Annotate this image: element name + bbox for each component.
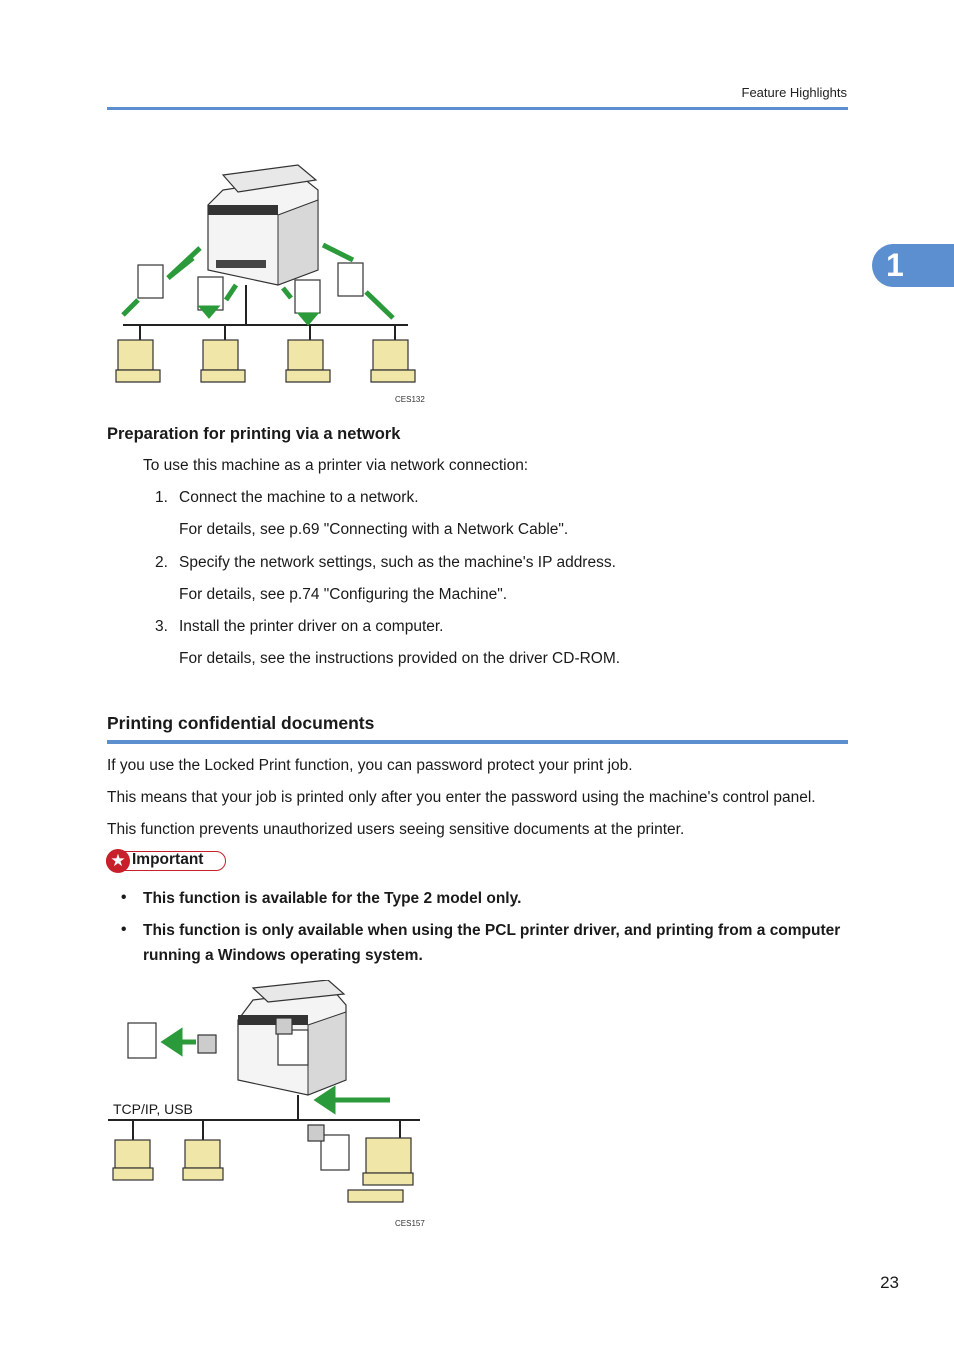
network-label: TCP/IP, USB <box>113 1101 193 1117</box>
step-number: 3. <box>155 618 168 635</box>
important-label: Important <box>132 851 204 868</box>
step-detail: For details, see p.74 "Configuring the Machine". <box>179 586 508 603</box>
prep-heading: Preparation for printing via a network <box>107 425 401 443</box>
step-detail: For details, see p.69 "Connecting with a Network Cable". <box>179 521 569 538</box>
step-number: 1. <box>155 489 168 506</box>
section-rule <box>107 740 848 744</box>
bullet-dot: • <box>121 889 127 906</box>
step-detail: For details, see the instructions provided on the driver CD-ROM. <box>179 650 621 667</box>
star-icon: ★ <box>106 849 130 873</box>
figure-code: CES132 <box>395 395 425 404</box>
paragraph: This means that your job is printed only after you enter the password using the machine's control panel. <box>107 789 816 806</box>
running-header: Feature Highlights <box>741 85 847 100</box>
locked-print-figure <box>108 980 428 1220</box>
figure-code: CES157 <box>395 1219 425 1228</box>
paragraph: If you use the Locked Print function, you can password protect your print job. <box>107 757 633 774</box>
computer-icon <box>116 340 415 382</box>
bullet-item: This function is only available when using the PCL printer driver, and printing from a computer <box>143 922 841 939</box>
section-heading: Printing confidential documents <box>107 713 375 733</box>
step-number: 2. <box>155 554 168 571</box>
step-text: Connect the machine to a network. <box>179 489 419 506</box>
bullet-item: This function is available for the Type 2 model only. <box>143 890 522 907</box>
paragraph: This function prevents unauthorized users seeing sensitive documents at the printer. <box>107 821 685 838</box>
bullet-item-continued: running a Windows operating system. <box>143 947 423 964</box>
page-number: 23 <box>880 1273 899 1292</box>
chapter-tab[interactable]: 1 <box>872 244 954 287</box>
bullet-dot: • <box>121 921 127 938</box>
computer-icon <box>113 1138 413 1202</box>
step-text: Specify the network settings, such as the machine's IP address. <box>179 554 616 571</box>
step-text: Install the printer driver on a computer. <box>179 618 444 635</box>
network-printing-figure <box>108 160 428 410</box>
prep-intro: To use this machine as a printer via network connection: <box>143 457 529 474</box>
printer-icon <box>208 165 318 285</box>
header-rule <box>107 107 848 110</box>
